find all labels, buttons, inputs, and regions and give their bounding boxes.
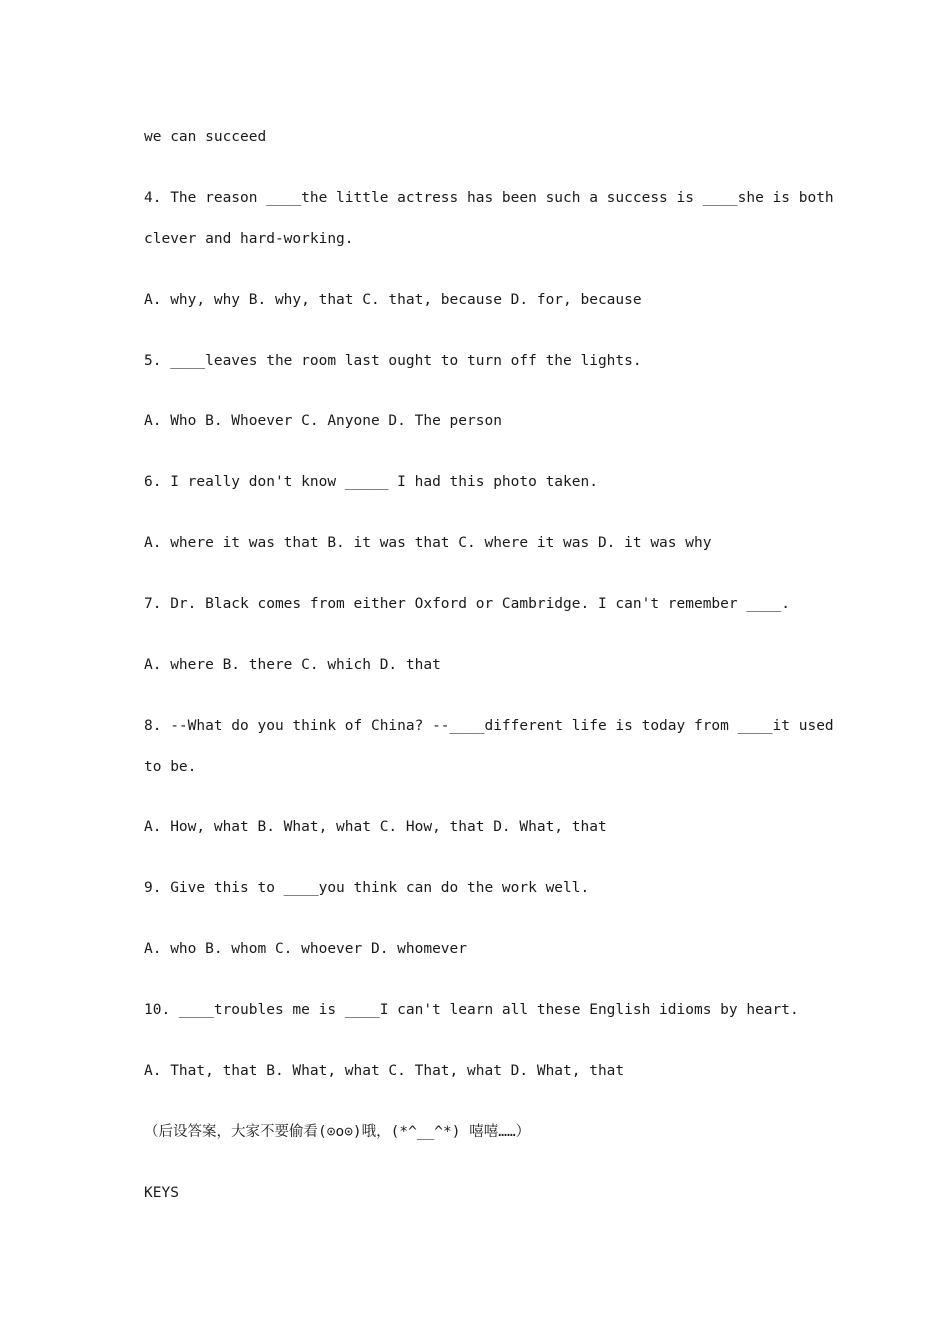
- question-4-stem: 4. The reason ____the little actress has been such a success is ____she is both: [144, 190, 834, 206]
- question-6-stem: 6. I really don't know _____ I had this photo taken.: [144, 474, 598, 490]
- question-7-options: A. where B. there C. which D. that: [144, 657, 441, 673]
- question-9-options: A. who B. whom C. whoever D. whomever: [144, 941, 468, 957]
- question-8-stem: 8. --What do you think of China? --____different life is today from ____it used: [144, 718, 834, 734]
- text-line-continuation: we can succeed: [144, 129, 267, 145]
- question-10-stem: 10. ____troubles me is ____I can't learn all these English idioms by heart.: [144, 1002, 799, 1018]
- question-5-stem: 5. ____leaves the room last ought to turn off the lights.: [144, 353, 642, 369]
- keys-heading: KEYS: [144, 1185, 179, 1201]
- question-5-options: A. Who B. Whoever C. Anyone D. The person: [144, 413, 502, 429]
- question-8-stem-continued: to be.: [144, 759, 197, 775]
- question-4-stem-continued: clever and hard-working.: [144, 231, 354, 247]
- question-4-options: A. why, why B. why, that C. that, because D. for, because: [144, 292, 642, 308]
- question-8-options: A. How, what B. What, what C. How, that D. What, that: [144, 819, 607, 835]
- question-6-options: A. where it was that B. it was that C. where it was D. it was why: [144, 535, 712, 551]
- question-9-stem: 9. Give this to ____you think can do the work well.: [144, 880, 590, 896]
- question-7-stem: 7. Dr. Black comes from either Oxford or Cambridge. I can't remember ____.: [144, 596, 791, 612]
- answer-note: （后设答案，大家不要偷看(⊙o⊙)哦，(*^__^*) 嘻嘻……）: [144, 1124, 531, 1140]
- question-10-options: A. That, that B. What, what C. That, what D. What, that: [144, 1063, 625, 1079]
